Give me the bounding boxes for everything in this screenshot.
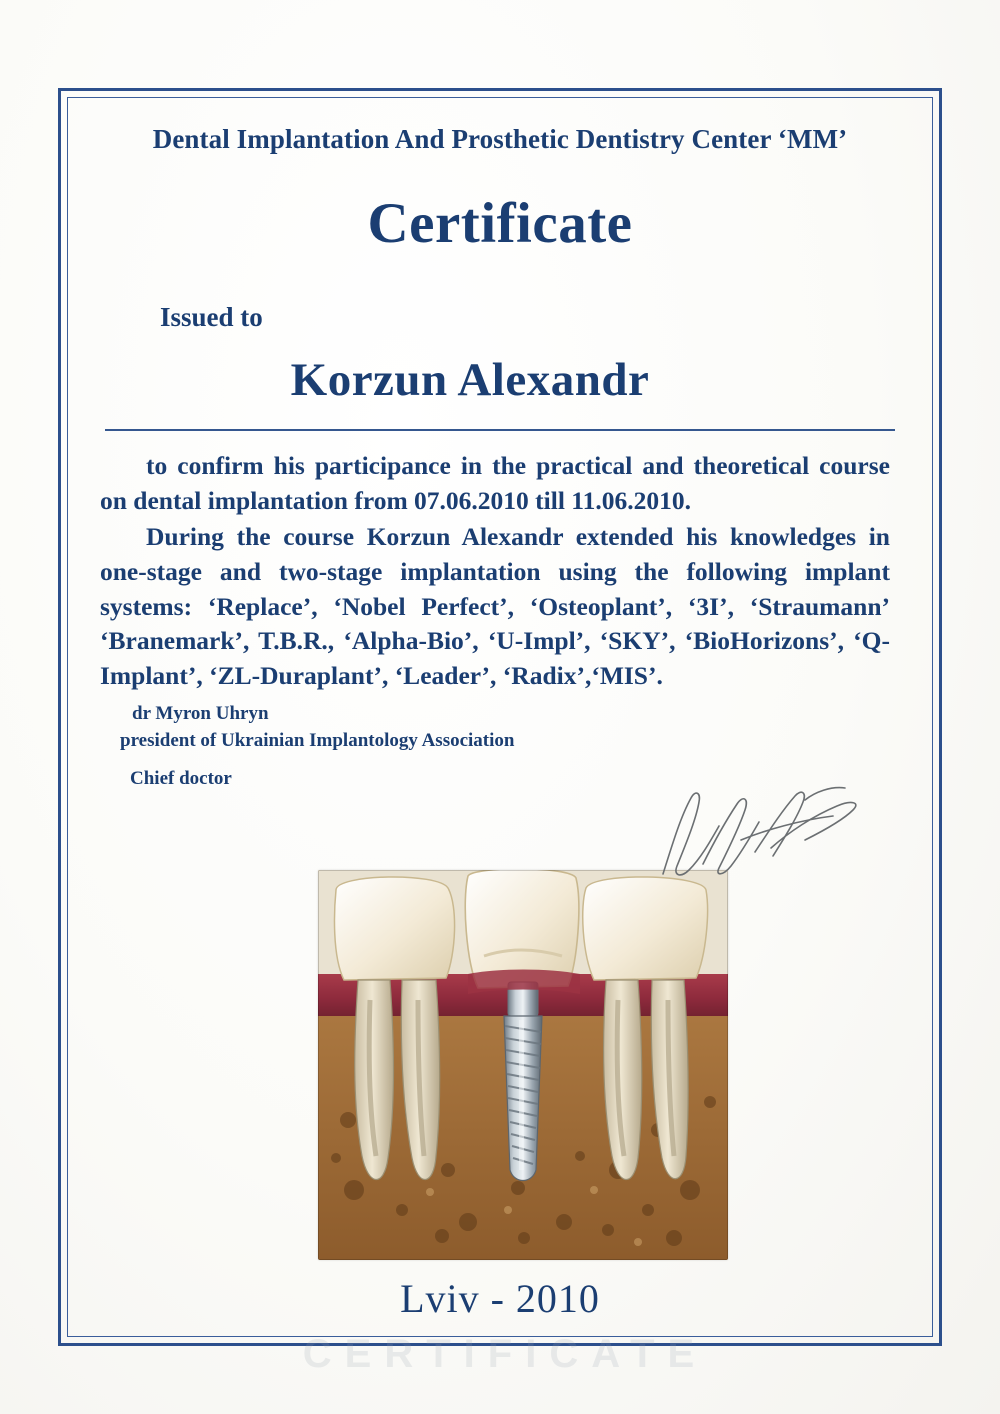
signature-block [120, 700, 900, 793]
handwritten-signature-icon [655, 782, 875, 882]
page-watermark: CERTIFICATE [302, 1332, 708, 1376]
certificate-heading: Certificate [367, 192, 633, 255]
horizontal-rule [105, 429, 895, 431]
certificate-content [100, 110, 900, 1325]
body-paragraph-2: During the course Korzun Alexandr extended his knowledges in one-stage and two-stage implantation using the following implant systems: ‘Replace’, ‘Nobel Perfect’, ‘Osteoplant’, ‘3I’, ‘Straumann’ ‘Branemark’, T.B.R., ‘Alpha-Bio’, ‘U-Impl’, ‘SKY’, ‘BioHorizons’, ‘Q-Implant’, ‘ZL-Duraplant’, ‘Leader’, ‘Radix’,‘MIS’. [100, 522, 890, 691]
certificate-body [100, 449, 890, 694]
signer-title: president of Ukrainian Implantology Association [120, 730, 515, 752]
body-paragraph-1: to confirm his participance in the practical and theoretical course on dental implantation from 07.06.2010 till 11.06.2010. [100, 451, 890, 515]
signer-name: dr Myron Uhryn [132, 702, 269, 724]
signer-role: Chief doctor [130, 767, 232, 789]
dental-implant-illustration [318, 870, 728, 1260]
issued-to-label: Issued to [160, 302, 263, 332]
place-and-year: Lviv - 2010 [400, 1276, 600, 1321]
recipient-name: Korzun Alexandr [290, 354, 650, 406]
organization-title: Dental Implantation And Prosthetic Dentistry Center ‘MM’ [152, 124, 848, 154]
